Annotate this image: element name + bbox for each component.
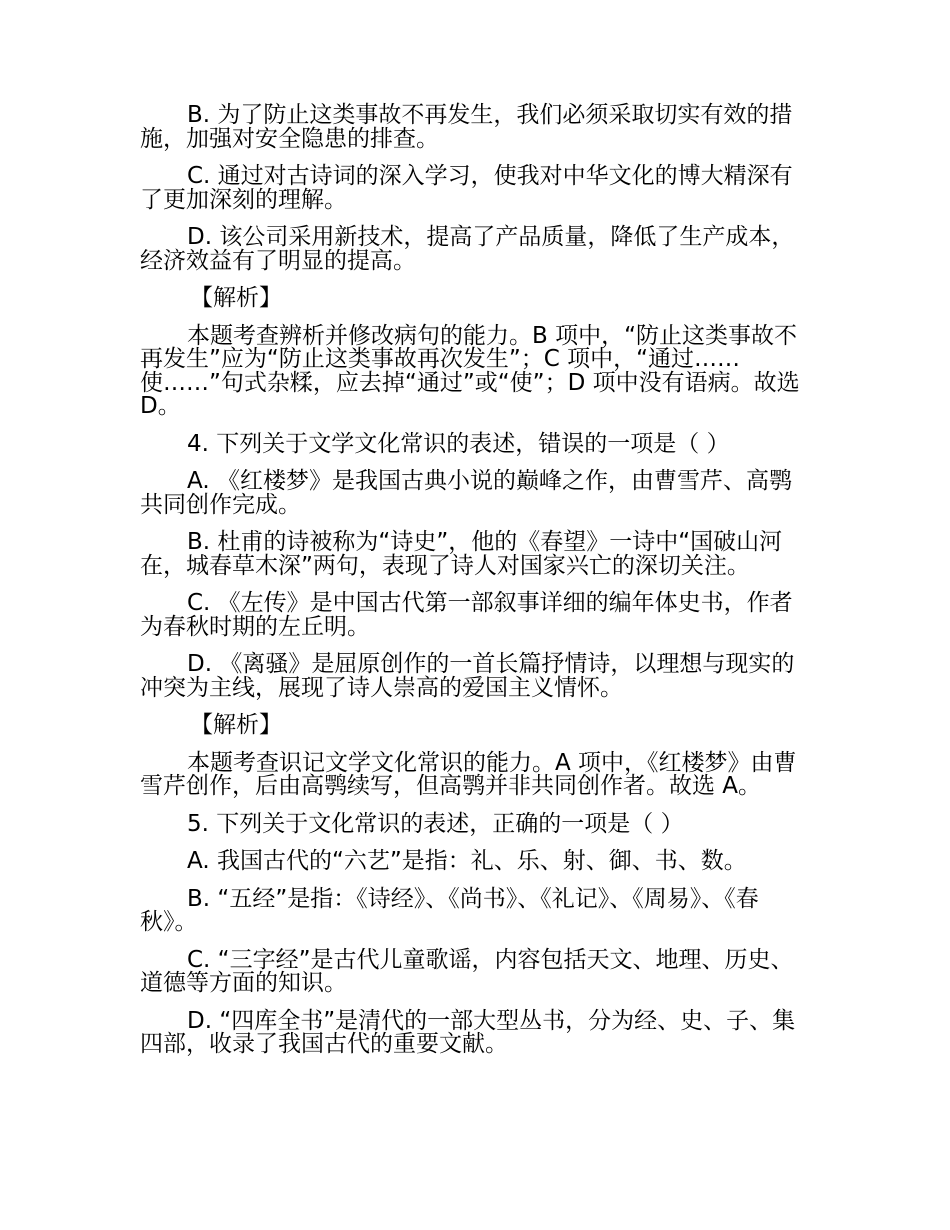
q4-analysis-heading: 【解析】 <box>190 712 282 738</box>
q4-option-c: C. 《左传》是中国古代第一部叙事详细的编年体史书，作者为春秋时期的左丘明。 <box>140 590 793 640</box>
q5-option-c: C. “三字经”是古代儿童歌谣，内容包括天文、地理、历史、道德等方面的知识。 <box>140 946 794 996</box>
q3-analysis-heading: 【解析】 <box>190 285 282 311</box>
q5-option-b: B. “五经”是指：《诗经》、《尚书》、《礼记》、《周易》、《春秋》。 <box>140 885 759 935</box>
q3-analysis-text: 本题考查辨析并修改病句的能力。B 项中，“防止这类事故不再发生”应为“防止这类事故再次发生”；C 项中，“通过……使……”句式杂糅，应去掉“通过”或“使”；D 项中没有语病。故选 D。 <box>140 322 800 419</box>
q3-option-b: B. 为了防止这类事故不再发生，我们必须采取切实有效的措施，加强对安全隐患的排查。 <box>140 102 793 152</box>
q3-option-d: D. 该公司采用新技术，提高了产品质量，降低了生产成本，经济效益有了明显的提高。 <box>140 224 795 274</box>
q5-option-a: A. 我国古代的“六艺”是指：礼、乐、射、御、书、数。 <box>187 848 747 874</box>
q4-option-a: A. 《红楼梦》是我国古典小说的巅峰之作，由曹雪芹、高鹗共同创作完成。 <box>140 468 792 518</box>
document-page <box>140 104 812 1071</box>
q4-analysis-text: 本题考查识记文学文化常识的能力。A 项中，《红楼梦》由曹雪芹创作，后由高鹗续写，但高鹗并非共同创作者。故选 A。 <box>140 749 797 799</box>
q5-option-d: D. “四库全书”是清代的一部大型丛书，分为经、史、子、集四部，收录了我国古代的重要文献。 <box>140 1007 796 1057</box>
q4-stem: 4. 下列关于文学文化常识的表述，错误的一项是（ ） <box>187 430 730 457</box>
q4-option-b: B. 杜甫的诗被称为“诗史”，他的《春望》一诗中“国破山河在，城春草木深”两句，表现了诗人对国家兴亡的深切关注。 <box>140 529 783 579</box>
q5-stem: 5. 下列关于文化常识的表述，正确的一项是（ ） <box>187 810 684 837</box>
q3-option-c: C. 通过对古诗词的深入学习，使我对中华文化的博大精深有了更加深刻的理解。 <box>140 163 793 213</box>
q4-option-d: D. 《离骚》是屈原创作的一首长篇抒情诗，以理想与现实的冲突为主线，展现了诗人崇高的爱国主义情怀。 <box>140 651 795 701</box>
